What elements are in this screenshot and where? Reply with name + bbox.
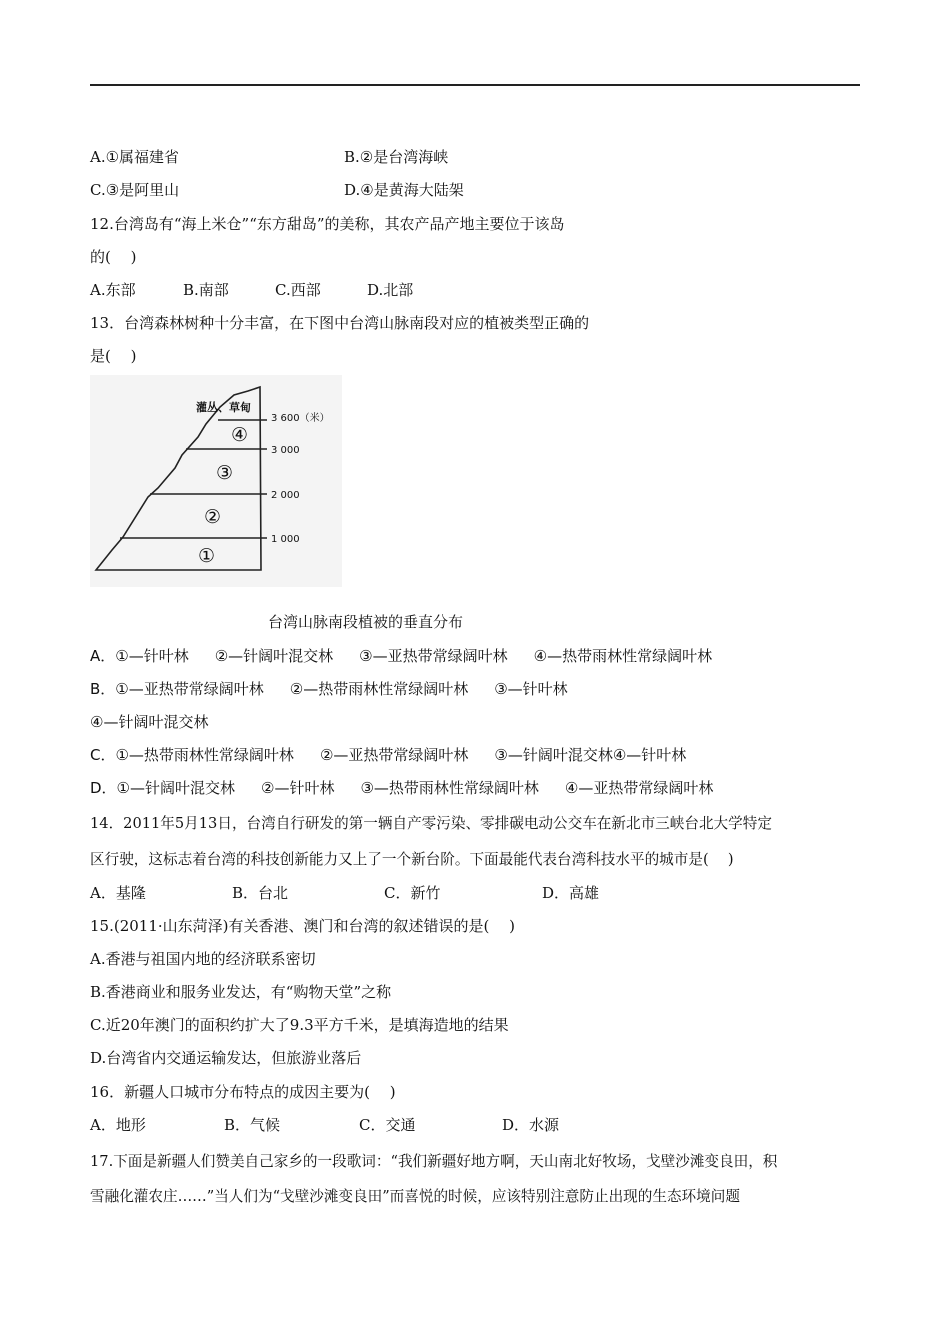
q11-option-d[interactable]: D.④是黄海大陆架	[344, 181, 464, 199]
elev-label-2000: 2 000	[271, 490, 300, 501]
q13-b-part1: B．①—亚热带常绿阔叶林	[90, 680, 264, 698]
q14-option-d[interactable]: D．高雄	[542, 884, 600, 902]
figure-caption: 台湾山脉南段植被的垂直分布	[268, 613, 464, 631]
shrub-meadow-label: 灌丛、草甸	[196, 401, 251, 414]
q13-a-part2: ②—针阔叶混交林	[214, 647, 334, 665]
q14-option-b[interactable]: B．台北	[232, 884, 289, 902]
q11-option-b[interactable]: B.②是台湾海峡	[344, 148, 449, 166]
q17-stem-cont: 雪融化灌农庄……”当人们为“戈壁沙滩变良田”而喜悦的时候，应该特别注意防止出现的生态环境问题	[90, 1188, 740, 1205]
q13-option-d[interactable]	[90, 778, 713, 798]
q15-option-c[interactable]: C.近20年澳门的面积约扩大了9.3平方千米，是填海造地的结果	[90, 1016, 509, 1034]
zone-2: ②	[204, 506, 222, 528]
q11-option-c[interactable]: C.③是阿里山	[90, 181, 180, 199]
q13-d-part1: D．①—针阔叶混交林	[90, 779, 235, 797]
q16-option-c[interactable]: C．交通	[359, 1116, 416, 1134]
q12-option-b[interactable]: B.南部	[183, 281, 229, 299]
zone-4: ④	[231, 424, 249, 446]
q13-stem-cont: 是( )	[90, 347, 137, 365]
q13-c-part2: ②—亚热带常绿阔叶林	[319, 746, 469, 764]
q13-option-a[interactable]	[90, 646, 712, 666]
q13-option-b-cont: ④—针阔叶混交林	[90, 713, 209, 731]
elev-label-3600: 3 600（米）	[271, 413, 330, 424]
q15-stem: 15.(2011·山东菏泽)有关香港、澳门和台湾的叙述错误的是( )	[90, 917, 515, 935]
q16-stem: 16．新疆人口城市分布特点的成因主要为( )	[90, 1083, 396, 1101]
q13-d-part2: ②—针叶林	[261, 779, 335, 797]
q13-option-b[interactable]	[90, 679, 568, 699]
vegetation-vertical-diagram	[90, 375, 342, 587]
q17-stem: 17.下面是新疆人们赞美自己家乡的一段歌词：“我们新疆好地方啊，天山南北好牧场，戈壁沙滩变良田，积	[90, 1153, 778, 1170]
q13-c-part3: ③—针阔叶混交林④—针叶林	[494, 746, 687, 764]
q12-stem-cont: 的( )	[90, 248, 137, 266]
mountain-slope	[96, 387, 261, 570]
zone-1: ①	[198, 545, 216, 567]
q12-option-d[interactable]: D.北部	[367, 281, 414, 299]
q15-option-b[interactable]: B.香港商业和服务业发达，有“购物天堂”之称	[90, 983, 392, 1001]
q13-a-part3: ③—亚热带常绿阔叶林	[359, 647, 508, 665]
q11-option-a[interactable]: A.①属福建省	[90, 148, 180, 166]
q13-c-part1: C．①—热带雨林性常绿阔叶林	[90, 746, 294, 764]
elev-label-3000: 3 000	[271, 445, 300, 456]
q14-option-a[interactable]: A．基隆	[90, 884, 146, 902]
q14-stem: 14．2011年5月13日，台湾自行研发的第一辆自产零污染、零排碳电动公交车在新北市三峡台北大学特定	[90, 815, 772, 832]
q12-option-c[interactable]: C.西部	[275, 281, 321, 299]
q14-stem-cont: 区行驶，这标志着台湾的科技创新能力又上了一个新台阶。下面最能代表台湾科技水平的城市是( )	[90, 851, 734, 868]
q13-stem: 13．台湾森林树种十分丰富，在下图中台湾山脉南段对应的植被类型正确的	[90, 314, 590, 332]
q13-b-part2: ②—热带雨林性常绿阔叶林	[289, 680, 469, 698]
q12-option-a[interactable]: A.东部	[90, 281, 136, 299]
q15-option-a[interactable]: A.香港与祖国内地的经济联系密切	[90, 950, 316, 968]
zone-3: ③	[216, 462, 234, 484]
q13-d-part3: ③—热带雨林性常绿阔叶林	[360, 779, 539, 797]
q12-stem: 12.台湾岛有“海上米仓”“东方甜岛”的美称，其农产品产地主要位于该岛	[90, 215, 565, 233]
header-rule	[90, 84, 860, 86]
q13-b-part3: ③—针叶林	[494, 680, 568, 698]
q15-option-d[interactable]: D.台湾省内交通运输发达，但旅游业落后	[90, 1049, 362, 1067]
elev-label-1000: 1 000	[271, 534, 300, 545]
q13-a-part1: A．①—针叶林	[90, 647, 189, 665]
q13-a-part4: ④—热带雨林性常绿阔叶林	[533, 647, 713, 665]
q16-option-b[interactable]: B．气候	[224, 1116, 281, 1134]
q13-d-part4: ④—亚热带常绿阔叶林	[564, 779, 714, 797]
q14-option-c[interactable]: C．新竹	[384, 884, 441, 902]
q16-option-d[interactable]: D．水源	[502, 1116, 560, 1134]
q13-option-c[interactable]	[90, 745, 686, 765]
q16-option-a[interactable]: A．地形	[90, 1116, 146, 1134]
